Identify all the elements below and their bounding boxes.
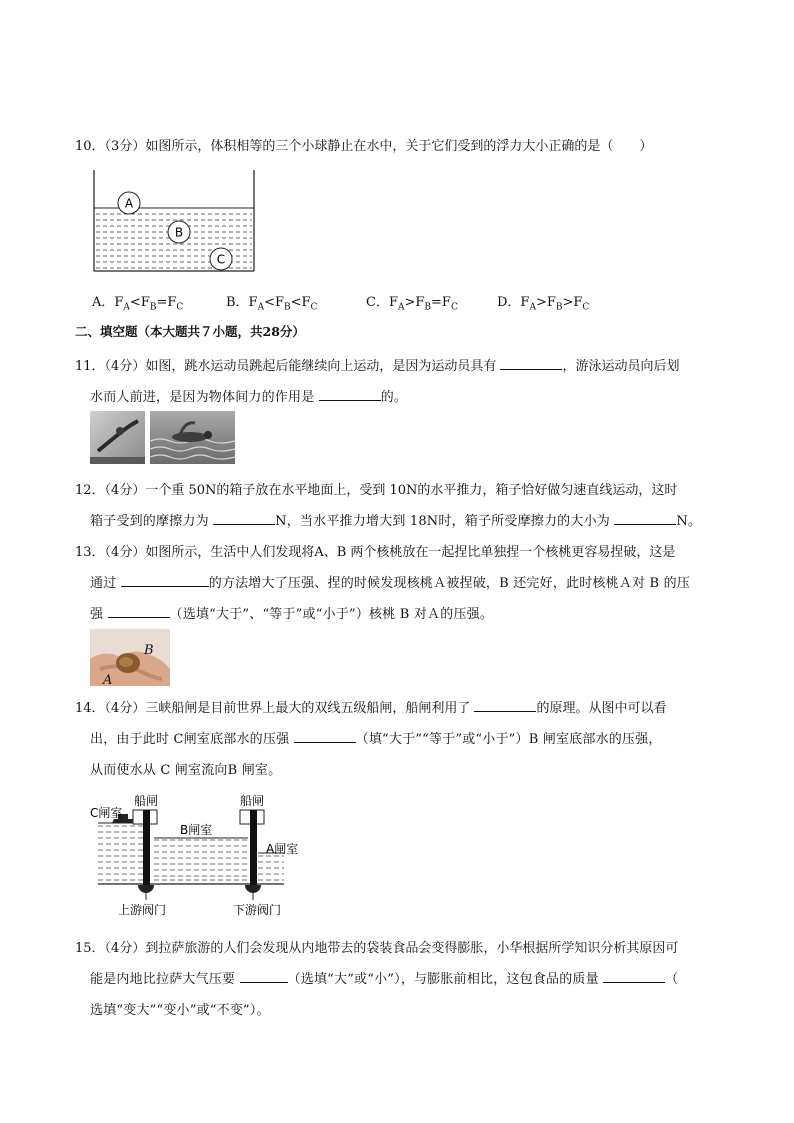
walnut-label-b: B (144, 643, 154, 658)
q11-line2: 水而人前进，是因为物体间力的作用是 的。 (90, 390, 408, 405)
q12-blank-2[interactable] (614, 512, 676, 525)
label-b-chamber: B闸室 (180, 823, 213, 837)
q10-container-figure (90, 168, 260, 276)
label-upstream-valve: 上游阀门 (118, 903, 167, 917)
q13-line2: 通过 的方法增大了压强、捏的时候发现核桃Ａ被捏破，B 还完好，此时核桃Ａ对 B 的压 (90, 576, 691, 591)
q15-line1: 15．（4分）到拉萨旅游的人们会发现从内地带去的袋装食品会变得膨胀，小华根据所学知识分析其原因可 (75, 941, 679, 956)
q13-line1: 13．（4分）如图所示，生活中人们发现将A、B 两个核桃放在一起捏比单独捏一个核桃更容易捏破，这是 (75, 545, 676, 560)
q10-option-b[interactable]: B．$F_A<F_B<F_C$ (226, 295, 318, 313)
q14-blank-2[interactable] (294, 730, 356, 743)
q14-blank-1[interactable] (474, 699, 536, 712)
q14-line1: 14．（4分）三峡船闸是目前世界上最大的双线五级船闸，船闸利用了 的原理。从图中可以看 (75, 701, 667, 716)
label-downstream-valve: 下游阀门 (233, 903, 282, 917)
ball-c-label: C (216, 252, 226, 267)
ball-b-label: B (174, 225, 184, 240)
q11-blank-1[interactable] (500, 357, 562, 370)
q10-stem: 10．（3分）如图所示，体积相等的三个小球静止在水中，关于它们受到的浮力大小正确的是（ ） (75, 139, 653, 154)
q15-line2: 能是内地比拉萨大气压要 （选填“大”或“小”），与膨胀前相比，这包食品的质量 （ (90, 972, 679, 987)
q13-blank-2[interactable] (108, 605, 170, 618)
q15-blank-1[interactable] (240, 970, 288, 983)
q13-line3: 强 （选填“大于”、“等于”或“小于”）核桃 B 对Ａ的压强。 (90, 607, 494, 622)
swimmer-photo (150, 411, 235, 464)
q10-option-c[interactable]: C．$F_A>F_B=F_C$ (366, 295, 458, 313)
label-gate-1: 船闸 (134, 794, 159, 808)
q11-blank-2[interactable] (319, 388, 381, 401)
q14-line3: 从而使水从 C 闸室流向B 闸室。 (90, 763, 282, 778)
label-gate-2: 船闸 (240, 794, 265, 808)
q14-line2: 出，由于此时 C闸室底部水的压强 （填“大于”“等于”或“小于”）B 闸室底部水的压强， (90, 732, 662, 747)
ship-lock-figure (88, 790, 318, 920)
q10-option-d[interactable]: D．$F_A>F_B>F_C$ (497, 295, 590, 313)
walnut-label-a: A (103, 673, 113, 688)
q13-blank-1[interactable] (121, 574, 209, 587)
q11-line1: 11．（4分）如图，跳水运动员跳起后能继续向上运动，是因为运动员具有 ，游泳运动员向后划 (75, 359, 680, 374)
q15-line3: 选填“变大”“变小”或“不变”）。 (90, 1003, 270, 1018)
label-c-chamber: C闸室 (90, 806, 123, 820)
ball-a-label: A (124, 196, 134, 211)
q12-blank-1[interactable] (213, 512, 275, 525)
section-heading-fill-in: 二、填空题（本大题共７小题，共28分） (75, 324, 305, 339)
walnut-photo (90, 629, 170, 686)
q12-line2: 箱子受到的摩擦力为 N，当水平推力增大到 18N时，箱子所受摩擦力的大小为 N。 (90, 514, 702, 529)
q12-line1: 12．（4分）一个重 50N的箱子放在水平地面上，受到 10N的水平推力，箱子恰好做匀速直线运动，这时 (75, 483, 678, 498)
q10-option-a[interactable]: A．$F_A<F_B=F_C$ (92, 295, 184, 313)
diver-photo (90, 411, 145, 464)
label-a-chamber: A闸室 (266, 842, 299, 856)
q15-blank-2[interactable] (603, 970, 665, 983)
